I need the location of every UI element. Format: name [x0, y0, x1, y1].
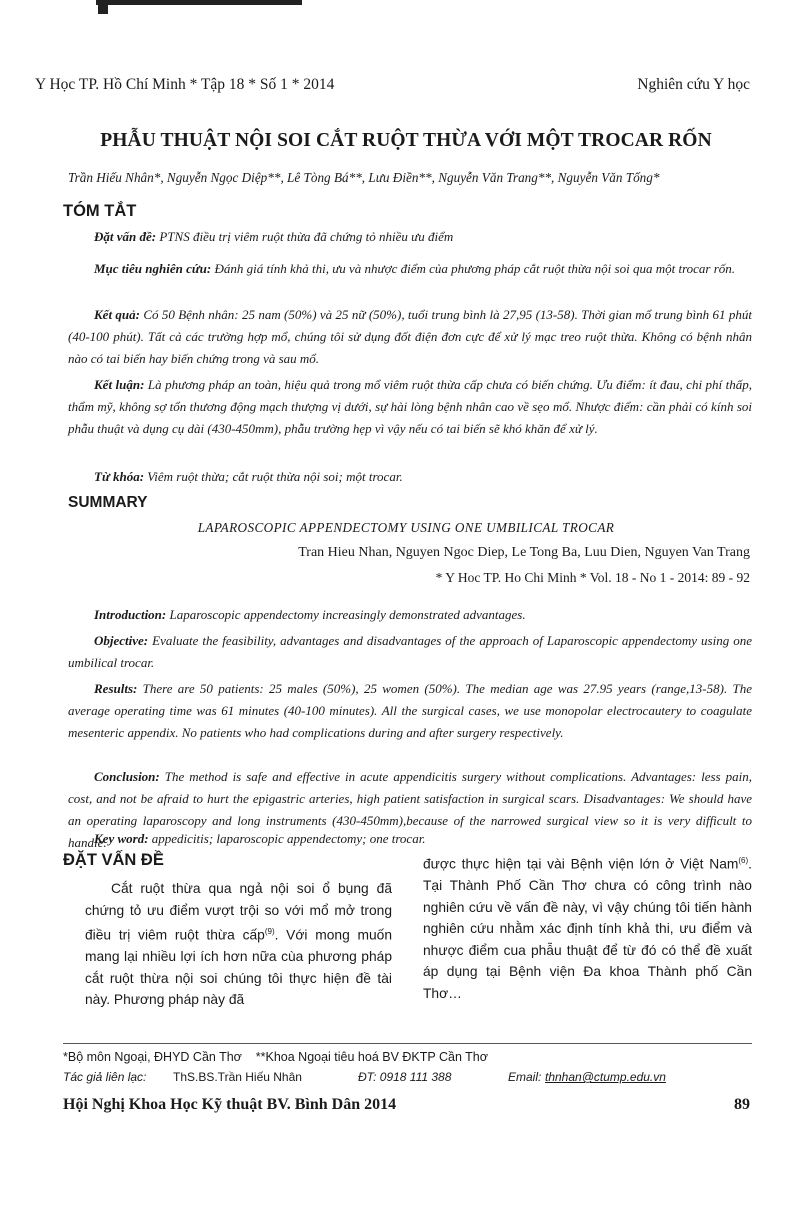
intro-column-left: Cắt ruột thừa qua ngả nội soi ổ bụng đã chứng tỏ ưu điểm vượt trội so với mổ mở trong điều trị viêm ruột thừa cấp$^{(9)}$. Với mong muốn mang lại nhiều lợi ích hơn nữa cùa phương pháp cắt ruột thừa nội soi chúng tôi thực hiện đề tài này. Phương pháp này đã: [85, 881, 392, 1008]
author-list: Trần Hiếu Nhân*, Nguyễn Ngọc Diệp**, Lê Tòng Bá**, Lưu Điền**, Nguyễn Văn Trang**, Nguyễn Văn Tống*: [68, 170, 660, 185]
abstract-introduction-en: Introduction: Laparoscopic appendectomy increasingly demonstrated advantages.: [94, 607, 526, 622]
abstract-heading-en: SUMMARY: [68, 494, 148, 511]
contact-name: ThS.BS.Trần Hiếu Nhân: [173, 1070, 302, 1084]
scan-artifact: [96, 0, 302, 5]
abstract-objective-vi: Mục tiêu nghiên cứu: Đánh giá tính khả thi, ưu và nhược điểm của phương pháp cắt ruột thừa nội soi qua một trocar rốn.: [94, 261, 736, 276]
abstract-conclusion-en: Conclusion: The method is safe and effective in acute appendicitis surgery without complications. Advantages: less pain, cost, and not be afraid to hurt the epigastric arteries, high patient satisfaction in surgical scars. Disadvantages: We should have an operating laparoscopy and long instruments (430-450mm),because of the narrowed surgical view so it is very difficult to handle.: [68, 769, 752, 850]
citation: * Y Hoc TP. Ho Chi Minh * Vol. 18 - No 1 - 2014: 89 - 92: [435, 570, 750, 585]
abstract-keywords-vi: Từ khóa: Viêm ruột thừa; cắt ruột thừa nội soi; một trocar.: [94, 469, 403, 484]
abstract-keywords-en: Key word: appedicitis; laparoscopic appendectomy; one trocar.: [94, 831, 426, 846]
running-header: [35, 76, 750, 94]
footnote-divider: [63, 1043, 752, 1044]
abstract-conclusion-vi: Kết luận: Là phương pháp an toàn, hiệu quả trong mổ viêm ruột thừa cấp chưa có biến chứng. Ưu điểm: ít đau, chi phí thấp, thẩm mỹ, không sợ tổn thương động mạch thượng vị dưới, sự hài lòng bệnh nhân cao về sẹo mổ. Nhược điểm: cần phải có kính soi phẫu thuật và dụng cụ dài (430-450mm), phẫu trường hẹp vì vậy nếu có tai biến sẽ khó khăn để xử lý.: [68, 377, 752, 436]
abstract-results-vi: Kết quả: Có 50 Bệnh nhân: 25 nam (50%) và 25 nữ (50%), tuổi trung bình là 27,95 (13-58). Thời gian mổ trung bình 61 phút (40-100 phút). Tất cả các trường hợp mổ, chúng tôi sử dụng đốt điện đơn cực để xử lý mạc treo ruột thừa. Không có bệnh nhân nào có tai biến hay biến chứng trong và sau mổ.: [68, 307, 752, 366]
article-title: PHẪU THUẬT NỘI SOI CẮT RUỘT THỪA VỚI MỘT TROCAR RỐN: [100, 130, 712, 151]
english-title: LAPAROSCOPIC APPENDECTOMY USING ONE UMBILICAL TROCAR: [197, 520, 615, 535]
section-heading-introduction: ĐẶT VẤN ĐỀ: [63, 851, 164, 869]
abstract-results-en: Results: There are 50 patients: 25 males (50%), 25 women (50%). The median age was 27.95 years (range,13-58). The average operating time was 61 minutes (40-100 minutes). All the surgical cases, we use monopolar electrocautery to coagulate mesenteric appendix. No patients who had complications during and after surgery respectively.: [68, 681, 752, 740]
running-footer: [63, 1096, 750, 1114]
abstract-heading-vi: TÓM TẮT: [63, 202, 137, 220]
page-number: 89: [734, 1096, 750, 1113]
email-link[interactable]: thnhan@ctump.edu.vn: [545, 1070, 666, 1084]
contact-label: Tác giả liên lạc:: [63, 1070, 147, 1084]
scan-artifact: [98, 0, 108, 14]
journal-name: Y Học TP. Hồ Chí Minh * Tập 18 * Số 1 * 2014: [35, 76, 335, 93]
intro-column-right: được thực hiện tại vài Bệnh viện lớn ở Việt Nam$^{(6)}$. Tại Thành Phố Cần Thơ chưa có công trình nào nghiên cứu về vấn đề này, vì vậy chúng tôi tiến hành nghiên cứu nhằm xác định tính khả thi, ưu điểm và nhược điểm cua phẫu thuật để từ đó có thể đề xuất áp dụng tại Bệnh viện Đa khoa Thành phố Cần Thơ…: [423, 856, 752, 1001]
abstract-objective-en: Objective: Evaluate the feasibility, advantages and disadvantages of the approach of Laparoscopic appendectomy using one umbilical trocar.: [68, 633, 752, 670]
conference-name: Hội Nghị Khoa Học Kỹ thuật BV. Bình Dân 2014: [63, 1096, 397, 1113]
abstract-background-vi: Đặt vấn đề: PTNS điều trị viêm ruột thừa đã chứng tỏ nhiều ưu điểm: [94, 229, 454, 244]
english-authors: Tran Hieu Nhan, Nguyen Ngoc Diep, Le Tong Ba, Luu Dien, Nguyen Van Trang: [298, 545, 750, 560]
section-name: Nghiên cứu Y học: [637, 76, 750, 93]
affiliations: *Bộ môn Ngoại, ĐHYD Cần Thơ **Khoa Ngoại tiêu hoá BV ĐKTP Cần Thơ: [63, 1050, 488, 1064]
email-label: Email:: [508, 1070, 542, 1084]
phone: ĐT: 0918 111 388: [358, 1070, 452, 1084]
